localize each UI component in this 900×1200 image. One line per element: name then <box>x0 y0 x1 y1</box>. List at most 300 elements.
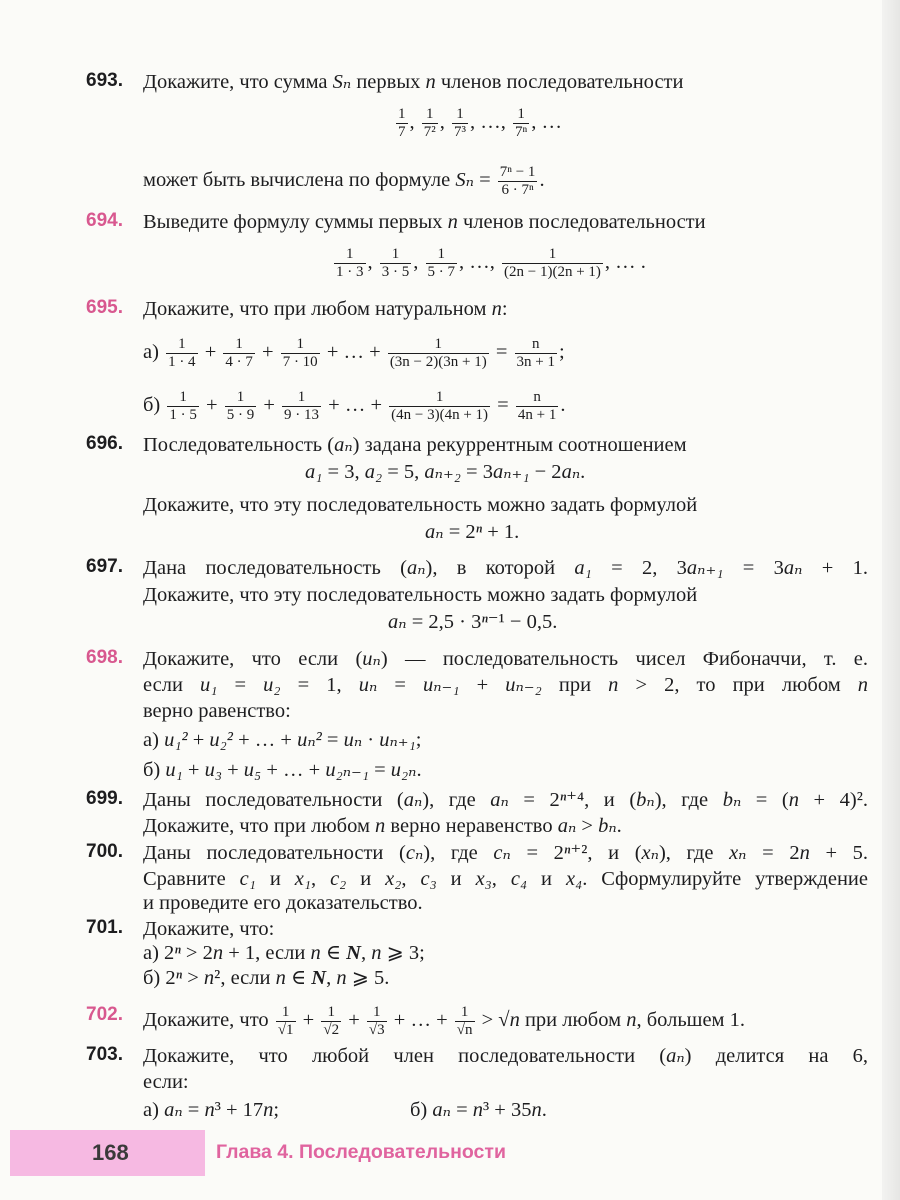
text-run: + <box>258 394 281 417</box>
text-run: ⁺², и ( <box>570 842 642 864</box>
problem-text <box>143 647 868 671</box>
problem-text <box>143 210 706 234</box>
text-run: ⁺⁴, и ( <box>566 789 637 811</box>
page-number: 168 <box>92 1140 129 1165</box>
formula-line <box>332 246 646 281</box>
fraction-numerator: 1 <box>167 389 199 407</box>
text-run: ) задана рекуррентным соотношением <box>352 434 687 456</box>
fraction <box>276 1004 296 1039</box>
math-variable: u₂ <box>263 674 281 696</box>
math-variable: uₙ₋₂ <box>505 674 542 696</box>
fraction-numerator: 1 <box>455 1004 475 1022</box>
math-variable: aₙ <box>406 557 426 579</box>
text-run: > <box>576 815 599 837</box>
text-run: , <box>401 868 421 890</box>
text-run: + 1, если <box>223 942 311 964</box>
math-variable: aₙ <box>388 611 407 633</box>
text-run: б) <box>143 394 166 417</box>
formula-line <box>410 1098 547 1122</box>
text-run: ) — последовательность чисел Фибоначчи, т. е. <box>380 648 868 670</box>
text-run: а) <box>143 729 165 751</box>
text-run: + 4)². <box>798 789 868 811</box>
math-variable: uₙ₊₁ <box>379 729 416 751</box>
formula-line <box>425 520 519 544</box>
text-run: Последовательность ( <box>143 434 335 456</box>
text-run: = <box>217 674 264 696</box>
formula-line <box>143 728 421 752</box>
math-variable: n <box>275 967 286 989</box>
math-variable: u₂ₙ <box>390 759 417 781</box>
text-run: ), где <box>422 789 491 811</box>
problem-text <box>143 788 868 812</box>
math-variable: aₙ <box>432 1099 451 1121</box>
fraction-numerator: 7ⁿ − 1 <box>499 164 536 180</box>
formula-line <box>305 460 585 484</box>
text-run: ), в которой <box>425 557 575 579</box>
text-run: = <box>321 729 344 751</box>
fraction-denominator: (3n − 2)(3n + 1) <box>389 354 487 370</box>
text-run: + 1. <box>802 557 869 579</box>
text-run: . <box>560 394 566 417</box>
page-edge-shadow <box>882 0 900 1200</box>
text-run: + <box>187 729 210 751</box>
math-variable: ⁿ <box>563 842 571 864</box>
math-variable: n <box>626 1009 637 1032</box>
math-variable: aₙ <box>561 461 581 483</box>
math-variable: u₅ <box>243 759 262 781</box>
math-variable: n <box>531 1099 542 1121</box>
math-variable: Sₙ <box>455 169 474 192</box>
math-variable: x₄ <box>565 868 583 890</box>
fraction-numerator: 1 <box>282 389 321 407</box>
text-run: б) <box>143 759 166 781</box>
math-variable: xₙ <box>641 842 659 864</box>
text-run: + … + <box>261 759 326 781</box>
text-run: + <box>199 341 222 364</box>
problem-number: 693. <box>86 70 123 91</box>
problem-text <box>143 70 683 94</box>
text-run: = 2 <box>508 789 560 811</box>
text-run: ; <box>559 341 565 364</box>
math-variable: n <box>857 674 868 696</box>
math-variable: n <box>204 1099 215 1121</box>
fraction-denominator: 5 · 7 <box>427 264 455 280</box>
text-run: и <box>527 868 566 890</box>
fraction-numerator: 1 <box>166 336 198 354</box>
math-variable: xₙ <box>729 842 747 864</box>
problem-number: 702. <box>86 1004 123 1025</box>
math-variable: u₁ <box>200 674 218 696</box>
math-variable: bₙ <box>598 815 617 837</box>
math-variable: ⁿ <box>559 789 567 811</box>
text-run: = <box>473 169 496 192</box>
text-run: Докажите, что: <box>143 918 275 940</box>
text-run: если <box>143 674 200 696</box>
fraction-denominator: 4 · 7 <box>225 354 253 370</box>
problem-text <box>143 433 687 457</box>
math-variable: n <box>447 211 458 233</box>
text-run: = 5, <box>382 461 425 483</box>
math-variable: aₙ <box>334 434 353 456</box>
text-run: + <box>343 1009 365 1032</box>
text-run: − 2 <box>529 461 562 483</box>
text-run: ∈ <box>285 967 312 989</box>
math-variable: uₙ₋₁ <box>423 674 460 696</box>
fraction <box>502 246 603 281</box>
fraction-numerator: 1 <box>388 336 489 354</box>
text-run: , <box>360 942 372 964</box>
fraction-denominator: 3n + 1 <box>516 354 555 370</box>
math-variable: uₙ <box>343 729 363 751</box>
text-run: , <box>491 868 511 890</box>
formula-line <box>143 389 565 424</box>
fraction-numerator: 1 <box>334 246 366 264</box>
problem-text <box>143 493 697 517</box>
text-run: ³ + 17 <box>214 1099 264 1121</box>
problem-number: 695. <box>86 297 123 318</box>
fraction <box>455 1004 475 1039</box>
math-variable: x₃ <box>475 868 492 890</box>
problem-text <box>143 841 868 865</box>
text-run: ), где <box>654 789 723 811</box>
math-variable: aₙ <box>490 789 509 811</box>
text-run: = <box>492 394 514 417</box>
fraction <box>225 389 257 424</box>
text-run: + … + <box>388 1009 453 1032</box>
math-variable: aₙ <box>403 789 423 811</box>
text-run: членов последовательности <box>457 211 706 233</box>
text-run: , … <box>531 111 562 134</box>
problem-text <box>143 867 868 891</box>
text-run: , … . <box>604 251 646 274</box>
math-variable: n <box>491 298 502 320</box>
text-run: , большем 1. <box>636 1009 746 1032</box>
fraction <box>334 246 366 281</box>
fraction-numerator: n <box>515 336 557 354</box>
text-run: + <box>182 759 205 781</box>
fraction-numerator: 1 <box>422 106 438 124</box>
fraction <box>367 1004 387 1039</box>
text-run: и проведите его доказательство. <box>143 892 423 914</box>
problem-number: 698. <box>86 647 123 668</box>
text-run: , <box>310 868 331 890</box>
fraction-denominator: 1 · 4 <box>168 354 196 370</box>
fraction-denominator: √n <box>456 1022 473 1038</box>
fraction-denominator: 9 · 13 <box>284 407 320 423</box>
fraction-numerator: 1 <box>223 336 255 354</box>
text-run: > 2, то при любом <box>618 674 858 696</box>
formula-line <box>388 610 557 634</box>
text-run: = 2 <box>443 521 476 543</box>
text-run: б) 2 <box>143 967 176 989</box>
text-run: + <box>297 1009 320 1032</box>
text-run: ∈ <box>320 942 347 964</box>
problem-number: 700. <box>86 841 123 862</box>
fraction-numerator: 1 <box>281 336 320 354</box>
fraction <box>388 336 489 371</box>
text-run: , <box>439 111 450 134</box>
fraction-numerator: 1 <box>367 1004 387 1022</box>
fraction-numerator: 1 <box>426 246 458 264</box>
problem-number: 696. <box>86 433 123 454</box>
math-variable: cₙ <box>405 842 424 864</box>
text-run: Даны последовательности ( <box>143 842 406 864</box>
math-variable: x₂ <box>385 868 402 890</box>
math-variable: n <box>472 1099 484 1121</box>
text-run: и <box>346 868 386 890</box>
text-run: = <box>450 1099 473 1121</box>
text-run: = 2 <box>746 842 800 864</box>
fraction <box>223 336 255 371</box>
text-run: = <box>377 674 423 696</box>
math-variable: aₙ <box>557 815 577 837</box>
text-run: > √ <box>476 1009 510 1032</box>
text-run: ⩾ 5. <box>346 967 390 989</box>
math-variable: bₙ <box>722 789 742 811</box>
fraction-denominator: 7 · 10 <box>282 354 318 370</box>
fraction-numerator: 1 <box>502 246 603 264</box>
text-run: членов последовательности <box>435 71 684 93</box>
math-variable: x₁ <box>294 868 311 890</box>
math-variable: n <box>375 815 386 837</box>
text-run: верно неравенство <box>385 815 558 837</box>
problem-text <box>143 556 868 580</box>
math-set-symbol: N <box>346 942 361 964</box>
problem-text <box>143 699 291 723</box>
fraction-numerator: 1 <box>398 106 406 122</box>
problem-text <box>143 891 423 915</box>
text-run: верно равенство: <box>143 700 291 722</box>
text-run: . <box>416 759 422 781</box>
text-run: = 3 <box>460 461 493 483</box>
math-variable: a₁ <box>574 557 592 579</box>
text-run: = 2 <box>510 842 564 864</box>
text-run: и <box>436 868 476 890</box>
fraction-denominator: (4n − 3)(4n + 1) <box>391 407 489 423</box>
problem-text <box>143 297 508 321</box>
problem-text <box>143 814 622 838</box>
text-run: · <box>362 729 380 751</box>
text-run: ), где <box>423 842 494 864</box>
text-run: Докажите, что <box>143 1009 274 1032</box>
fraction-denominator: 1 · 5 <box>169 407 197 423</box>
text-run: а) <box>143 1099 165 1121</box>
problem-text <box>143 673 868 697</box>
problem-number: 694. <box>86 210 123 231</box>
math-variable: u₁ <box>165 759 183 781</box>
text-run: = 2,5 · 3 <box>406 611 482 633</box>
math-variable: n <box>425 71 436 93</box>
math-variable: u₁² <box>164 729 188 751</box>
fraction-denominator: 7ⁿ <box>515 124 528 140</box>
math-variable: aₙ <box>666 1045 685 1067</box>
math-variable: aₙ₊₁ <box>686 557 724 579</box>
math-variable: n <box>608 674 619 696</box>
math-variable: uₙ² <box>297 729 322 751</box>
text-run: ⩾ 3; <box>381 942 425 964</box>
text-run: + <box>459 674 506 696</box>
text-run: = 3, <box>322 461 365 483</box>
fraction <box>452 106 468 141</box>
math-variable: aₙ <box>164 1099 183 1121</box>
fraction-denominator: √3 <box>368 1022 385 1038</box>
text-run: = <box>368 759 391 781</box>
math-set-symbol: N <box>311 967 327 989</box>
text-run: Дана последовательность ( <box>143 557 407 579</box>
fraction <box>282 389 321 424</box>
problem-number: 701. <box>86 917 123 938</box>
fraction <box>426 246 458 281</box>
text-run: ) делится на 6, <box>684 1045 868 1067</box>
text-run: , <box>413 251 424 274</box>
fraction-denominator: 3 · 5 <box>381 264 410 280</box>
math-variable: ⁿ <box>175 967 183 989</box>
fraction <box>167 389 199 424</box>
problem-number: 697. <box>86 556 123 577</box>
text-run: Выведите формулу суммы первых <box>143 211 448 233</box>
problem-text <box>143 1070 189 1094</box>
fraction-denominator: 7³ <box>454 124 466 140</box>
math-variable: a₁ <box>305 461 323 483</box>
fraction <box>380 246 412 281</box>
fraction <box>513 106 529 141</box>
math-variable: c₂ <box>330 868 347 890</box>
formula-line <box>143 758 422 782</box>
text-run: Даны последовательности ( <box>143 789 404 811</box>
text-run: при любом <box>519 1009 627 1032</box>
text-run: а) 2 <box>143 942 175 964</box>
fraction-denominator: 1 · 3 <box>336 264 364 280</box>
text-run: , <box>367 251 378 274</box>
fraction-denominator: 7 <box>398 124 406 140</box>
text-run: если: <box>143 1071 189 1093</box>
fraction-denominator: 4n + 1 <box>517 407 557 423</box>
problem-number: 703. <box>86 1044 123 1065</box>
text-run: ³ + 35 <box>483 1099 532 1121</box>
text-run: = ( <box>741 789 789 811</box>
fraction <box>422 106 438 141</box>
math-variable: n <box>371 942 382 964</box>
fraction-numerator: 1 <box>452 106 468 124</box>
formula-line <box>143 941 425 965</box>
math-variable: n <box>203 967 215 989</box>
math-variable: n <box>310 942 321 964</box>
text-run: при <box>541 674 609 696</box>
text-run: . <box>580 461 586 483</box>
text-run: Докажите, что любой член последовательности ( <box>143 1045 667 1067</box>
math-variable: n <box>212 942 224 964</box>
fraction <box>516 389 558 424</box>
math-variable: n <box>509 1009 520 1032</box>
math-variable: uₙ <box>358 674 378 696</box>
text-run: + <box>200 394 223 417</box>
text-run: . <box>541 1099 547 1121</box>
text-run: , <box>326 967 337 989</box>
text-run: . <box>616 815 622 837</box>
math-variable: c₃ <box>420 868 437 890</box>
math-variable: Sₙ <box>332 71 352 93</box>
math-variable: uₙ <box>362 648 381 670</box>
fraction <box>396 106 408 141</box>
chapter-title: Глава 4. Последовательности <box>216 1141 506 1163</box>
math-variable: a₂ <box>364 461 383 483</box>
text-run: б) <box>410 1099 433 1121</box>
text-run: может быть вычислена по формуле <box>143 169 456 192</box>
text-run: Докажите, что эту последовательность можно задать формулой <box>143 584 698 606</box>
text-run: = 1, <box>280 674 359 696</box>
text-run: Докажите, что эту последовательность можно задать формулой <box>143 494 698 516</box>
math-variable: bₙ <box>636 789 655 811</box>
math-variable: cₙ <box>493 842 511 864</box>
math-variable: ⁿ <box>475 521 483 543</box>
text-run: . Сформулируйте утверждение <box>582 868 868 890</box>
fraction-denominator: (2n − 1)(2n + 1) <box>504 264 601 280</box>
math-variable: n <box>336 967 347 989</box>
formula-line <box>394 106 562 141</box>
fraction-denominator: 6 · 7ⁿ <box>501 182 534 198</box>
text-run: + 1. <box>482 521 520 543</box>
text-run: ), где <box>658 842 730 864</box>
math-variable: ⁿ <box>481 611 488 633</box>
math-variable: aₙ <box>425 521 444 543</box>
fraction <box>166 336 198 371</box>
fraction-numerator: 1 <box>276 1004 296 1022</box>
math-variable: u₃ <box>204 759 222 781</box>
fraction <box>321 1004 341 1039</box>
math-variable: c₁ <box>239 868 256 890</box>
text-run: . <box>539 169 545 192</box>
fraction <box>515 336 557 371</box>
math-variable: n <box>263 1099 274 1121</box>
fraction <box>281 336 320 371</box>
text-run: > 2 <box>180 942 213 964</box>
math-variable: ⁿ <box>174 942 181 964</box>
text-run: ², если <box>214 967 276 989</box>
formula-line <box>143 336 565 371</box>
text-run: а) <box>143 341 165 364</box>
text-run: + <box>256 341 279 364</box>
problem-number: 699. <box>86 788 123 809</box>
problem-text <box>143 1044 868 1068</box>
fraction-numerator: 1 <box>225 389 257 407</box>
text-run: = 3 <box>723 557 784 579</box>
fraction-numerator: n <box>516 389 558 407</box>
math-variable: u₂ₙ₋₁ <box>325 759 369 781</box>
math-variable: n <box>799 842 810 864</box>
text-run: + … + <box>321 341 386 364</box>
math-variable: aₙ₊₂ <box>424 461 461 483</box>
text-run: ; <box>415 729 422 751</box>
fraction-denominator: 5 · 9 <box>226 407 255 423</box>
fraction-numerator: 1 <box>513 106 529 124</box>
text-run: Докажите, что сумма <box>143 71 333 93</box>
fraction <box>389 389 490 424</box>
text-run: Докажите, что если ( <box>143 648 363 670</box>
text-run: = <box>490 341 513 364</box>
math-variable: c₄ <box>510 868 528 890</box>
text-run: + 5. <box>809 842 869 864</box>
fraction-numerator: 1 <box>380 246 412 264</box>
text-run: ; <box>273 1099 280 1121</box>
text-run: первых <box>351 71 426 93</box>
text-run: , …, <box>459 251 500 274</box>
fraction-denominator: 7² <box>423 124 436 140</box>
fraction <box>498 164 538 199</box>
formula-line <box>143 966 389 990</box>
fraction-numerator: 1 <box>321 1004 341 1022</box>
problem-text <box>143 164 545 199</box>
formula-line <box>143 1098 279 1122</box>
